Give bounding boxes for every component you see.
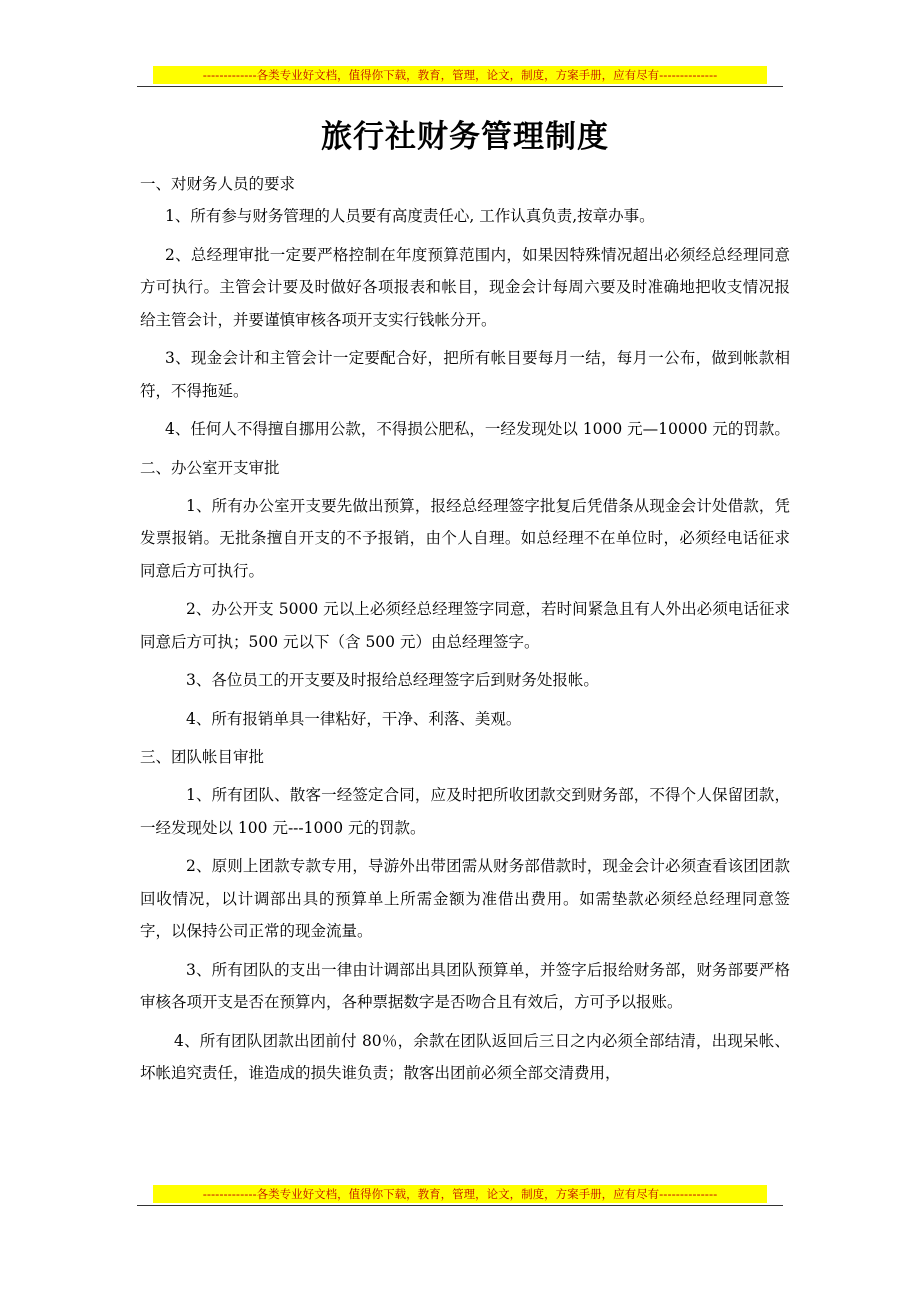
paragraph: 1、所有办公室开支要先做出预算，报经总经理签字批复后凭借条从现金会计处借款，凭发票报销。无批条擅自开支的不予报销，由个人自理。如总经理不在单位时，必须经电话征求同意后方可执行。 <box>140 496 790 580</box>
paragraph: 4、任何人不得擅自挪用公款，不得损公肥私，一经发现处以 1000 元—10000 元的罚款。 <box>165 420 790 438</box>
section-3 <box>140 741 790 1090</box>
document-title: 旅行社财务管理制度 <box>321 119 609 155</box>
paragraph: 4、所有团队团款出团前付 80％，余款在团队返回后三日之内必须全部结清，出现呆帐、坏帐追究责任，谁造成的损失谁负责；散客出团前必须全部交清费用， <box>140 1031 790 1082</box>
footer-banner: -------------各类专业好文档，值得你下载，教育，管理，论文，制度，方案手册，应有尽有-------------- <box>153 1185 767 1203</box>
section-2 <box>140 452 790 742</box>
paragraph: 3、所有团队的支出一律由计调部出具团队预算单，并签字后报给财务部，财务部要严格审核各项开支是否在预算内，各种票据数字是否吻合且有效后，方可予以报账。 <box>140 960 790 1011</box>
paragraph: 3、各位员工的开支要及时报给总经理签字后到财务处报帐。 <box>186 671 599 689</box>
footer-divider <box>137 1205 783 1206</box>
paragraph: 3、现金会计和主管会计一定要配合好，把所有帐目要每月一结，每月一公布，做到帐款相符，不得拖延。 <box>140 349 790 400</box>
header-banner: -------------各类专业好文档，值得你下载，教育，管理，论文，制度，方案手册，应有尽有-------------- <box>153 66 767 84</box>
paragraph: 2、总经理审批一定要严格控制在年度预算范围内，如果因特殊情况超出必须经总经理同意方可执行。主管会计要及时做好各项报表和帐目，现金会计每周六要及时准确地把收支情况报给主管会计，并要谨慎审核各项开支实行钱帐分开。 <box>140 245 790 329</box>
section-1 <box>140 168 790 452</box>
paragraph: 2、原则上团款专款专用，导游外出带团需从财务部借款时，现金会计必须查看该团团款回收情况，以计调部出具的预算单上所需金额为准借出费用。如需垫款必须经总经理同意签字，以保持公司正常的现金流量。 <box>140 857 790 940</box>
paragraph: 4、所有报销单具一律粘好，干净、利落、美观。 <box>186 709 522 728</box>
document-body <box>140 112 790 1090</box>
section-heading: 一、对财务人员的要求 <box>140 175 296 193</box>
section-heading: 二、办公室开支审批 <box>140 458 280 477</box>
paragraph: 2、办公开支 5000 元以上必须经总经理签字同意，若时间紧急且有人外出必须电话征求同意后方可执；500 元以下（含 500 元）由总经理签字。 <box>140 600 790 651</box>
header-divider <box>137 86 783 87</box>
paragraph: 1、所有团队、散客一经签定合同，应及时把所收团款交到财务部，不得个人保留团款，一经发现处以 100 元---1000 元的罚款。 <box>140 786 790 837</box>
paragraph: 1、所有参与财务管理的人员要有高度责任心, 工作认真负责,按章办事。 <box>165 207 655 225</box>
section-heading: 三、团队帐目审批 <box>140 748 265 766</box>
